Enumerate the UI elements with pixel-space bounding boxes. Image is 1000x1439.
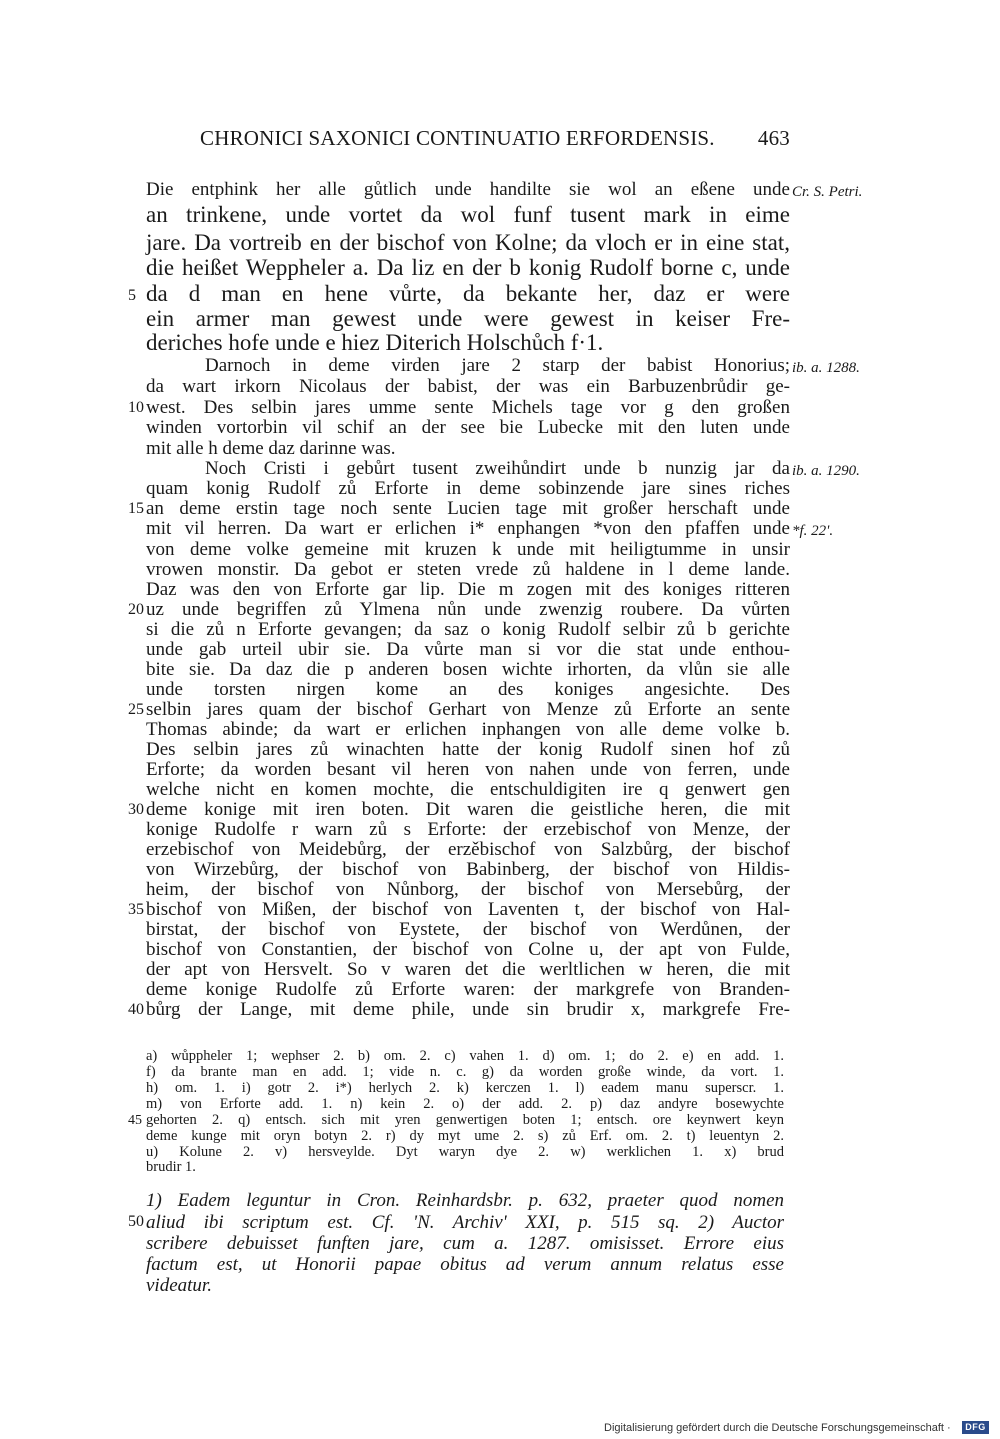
text-line: quam konig Rudolf zů Erforte in deme sobinzende jare sines riches bbox=[146, 478, 790, 499]
line-number: 20 bbox=[128, 601, 144, 618]
text-line: Die entphink her alle gůtlich unde handilte sie wol an eßene unde bbox=[146, 179, 790, 200]
text-line: uz unde begriffen zů Ylmena nůn unde zwenzig roubere. Da vůrten bbox=[146, 599, 790, 620]
margin-note: *f. 22'. bbox=[792, 523, 834, 539]
page-number: 463 bbox=[757, 126, 790, 150]
text-line: da d man en hene vůrte, da bekante her, daz er were bbox=[146, 281, 790, 306]
footnote-line: deme kunge mit oryn botyn 2. r) dy myt ume 2. s) zů Erf. om. 2. t) leuentyn 2. bbox=[146, 1128, 784, 1144]
note-line: videatur. bbox=[146, 1275, 212, 1296]
text-line: mit alle h deme daz darinne was. bbox=[146, 438, 396, 459]
text-line: winden vortorbin vil schif an der see bie Lubecke mit den luten unde bbox=[146, 417, 790, 438]
text-line: si die zů n Erforte gevangen; da saz o konig Rudolf selbir zů b gerichte bbox=[146, 619, 790, 640]
text-line: mit vil herren. Da wart er erlichen i* enphangen *von den pfaffen unde bbox=[146, 518, 790, 539]
line-number: 30 bbox=[128, 801, 144, 818]
note-line: 1) Eadem leguntur in Cron. Reinhardsbr. p. 632, praeter quod nomen bbox=[146, 1190, 784, 1211]
text-line: Noch Cristi i gebůrt tusent zweihůndirt unde b nunzig jar da bbox=[205, 458, 790, 479]
text-line: von deme volke gemeine mit kruzen k unde mit heiligtumme in unsir bbox=[146, 539, 790, 560]
footnote-line: f) da brante man en add. 1; vide n. c. g) da worden große winde, da vort. 1. bbox=[146, 1064, 784, 1080]
text-line: der apt von Hersvelt. So v waren det die werltlichen w heren, die mit bbox=[146, 959, 790, 980]
note-line: aliud ibi scriptum est. Cf. 'N. Archiv' XXI, p. 515 sq. 2) Auctor bbox=[146, 1212, 784, 1233]
text-line: selbin jares quam der bischof Gerhart von Menze zů Erforte an sente bbox=[146, 699, 790, 720]
page-header bbox=[200, 126, 790, 156]
line-number: 25 bbox=[128, 701, 144, 718]
running-title: CHRONICI SAXONICI CONTINUATIO ERFORDENSIS. bbox=[200, 126, 715, 150]
text-line: unde torsten nirgen kome an des koniges angesichte. Des bbox=[146, 679, 790, 700]
footnote-line: gehorten 2. q) entsch. sich mit yren genwertigen boten 1; entsch. ore keynwert keyn bbox=[146, 1112, 784, 1128]
text-line: Erforte; da worden besant vil heren von nahen unde von ferren, unde bbox=[146, 759, 790, 780]
text-line: birstat, der bischof von Eystete, der bischof von Werdůnen, der bbox=[146, 919, 790, 940]
footnote-line: a) wůppheler 1; wephser 2. b) om. 2. c) vahen 1. d) om. 1; do 2. e) en add. 1. bbox=[146, 1048, 784, 1064]
text-line: vrowen monstir. Da gebot er steten vrede zů haldene in l deme lande. bbox=[146, 559, 790, 580]
text-line: unde gab urteil ubir sie. Da vůrte man si vor die stat unde enthou- bbox=[146, 639, 790, 660]
text-line: Darnoch in deme virden jare 2 starp der babist Honorius; bbox=[205, 355, 790, 376]
line-number: 5 bbox=[128, 287, 136, 304]
footnote-line: u) Kolune 2. v) hersveylde. Dyt waryn dye 2. w) werklichen 1. x) brud bbox=[146, 1144, 784, 1160]
text-line: welche nicht en komen mochte, die entschuldigiten ire q genwert gen bbox=[146, 779, 790, 800]
margin-note: Cr. S. Petri. bbox=[792, 184, 863, 200]
note-line: scribere debuisset funften jare, cum a. 1287. omisisset. Errore eius bbox=[146, 1233, 784, 1254]
text-line: bischof von Constantien, der bischof von Colne u, der apt von Fulde, bbox=[146, 939, 790, 960]
line-number: 15 bbox=[128, 500, 144, 517]
text-line: deme konige mit iren boten. Dit waren die geistliche heren, die mit bbox=[146, 799, 790, 820]
line-number: 10 bbox=[128, 399, 144, 416]
text-line: Daz was den von Erforte gar lip. Die m zogen mit des koniges ritteren bbox=[146, 579, 790, 600]
text-line: ein armer man gewest unde were gewest in keiser Fre- bbox=[146, 306, 790, 331]
text-line: jare. Da vortreib en der bischof von Kolne; da vloch er in eine stat, bbox=[146, 230, 790, 255]
funding-notice: Digitalisierung gefördert durch die Deutsche Forschungsgemeinschaft · bbox=[604, 1422, 951, 1434]
text-line: deriches hofe unde e hiez Diterich Holschůch f·1. bbox=[146, 330, 604, 355]
margin-note: ib. a. 1288. bbox=[792, 360, 860, 376]
text-line: an deme erstin tage noch sente Lucien tage mit großer herschaft unde bbox=[146, 498, 790, 519]
footnote-line: m) von Erforte add. 1. n) kein 2. o) der add. 2. p) daz andyre bosewychte bbox=[146, 1096, 784, 1112]
line-number: 45 bbox=[128, 1113, 142, 1128]
text-line: von Wirzebůrg, der bischof von Babinberg, der bischof von Hildis- bbox=[146, 859, 790, 880]
text-line: bůrg der Lange, mit deme phile, unde sin brudir x, markgrefe Fre- bbox=[146, 999, 790, 1020]
dfg-logo: DFG bbox=[962, 1421, 989, 1434]
text-line: Des selbin jares zů winachten hatte der konig Rudolf sinen hof zů bbox=[146, 739, 790, 760]
line-number: 50 bbox=[128, 1213, 144, 1230]
text-line: konige Rudolfe r warn zů s Erforte: der erzebischof von Menze, der bbox=[146, 819, 790, 840]
text-line: west. Des selbin jares umme sente Michels tage vor g den großen bbox=[146, 397, 790, 418]
text-line: erzebischof von Meidebůrg, der erzěbischof von Salzbůrg, der bischof bbox=[146, 839, 790, 860]
footnote-line: h) om. 1. i) gotr 2. i*) herlych 2. k) kerczen 1. l) eadem manu superscr. 1. bbox=[146, 1080, 784, 1096]
text-line: bischof von Mißen, der bischof von Laventen t, der bischof von Hal- bbox=[146, 899, 790, 920]
text-line: die heißet Weppheler a. Da liz en der b konig Rudolf borne c, unde bbox=[146, 255, 790, 280]
text-line: an trinkene, unde vortet da wol funf tusent mark in eime bbox=[146, 202, 790, 227]
line-number: 35 bbox=[128, 901, 144, 918]
line-number: 40 bbox=[128, 1001, 144, 1018]
text-line: deme konige Rudolfe zů Erforte waren: der markgrefe von Branden- bbox=[146, 979, 790, 1000]
note-line: factum est, ut Honorii papae obitus ad verum annum relatus esse bbox=[146, 1254, 784, 1275]
margin-note: ib. a. 1290. bbox=[792, 463, 860, 479]
text-line: Thomas abinde; da wart er erlichen inphangen von alle deme volke b. bbox=[146, 719, 790, 740]
footnote-line: brudir 1. bbox=[146, 1159, 196, 1175]
text-line: bite sie. Da daz die p anderen bosen wichte irhorten, da vlůn sie alle bbox=[146, 659, 790, 680]
text-line: da wart irkorn Nicolaus der babist, der was ein Barbuzenbrůdir ge- bbox=[146, 376, 790, 397]
text-line: heim, der bischof von Nůnborg, der bischof von Mersebůrg, der bbox=[146, 879, 790, 900]
